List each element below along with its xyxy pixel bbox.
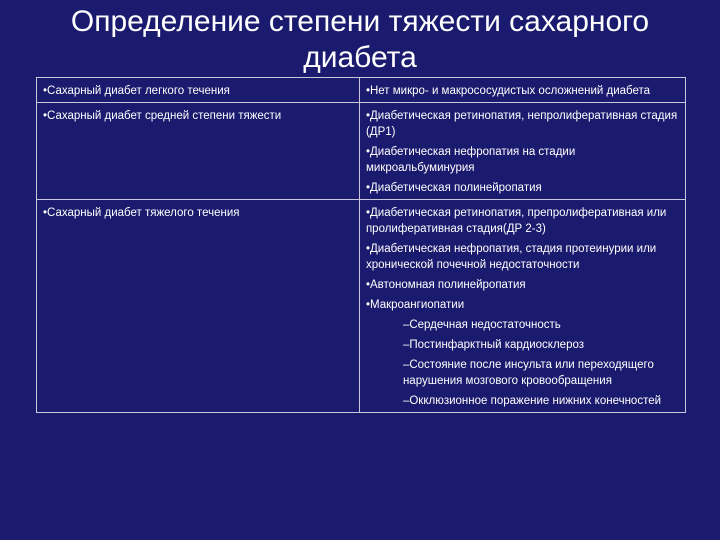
- severity-cell: [37, 103, 360, 200]
- severity-cell: [37, 78, 360, 103]
- criteria-item: •Диабетическая нефропатия на стадии микроальбуминурия: [365, 146, 576, 174]
- criteria-item: •Макроангиопатии: [365, 299, 465, 311]
- severity-table: [36, 77, 686, 413]
- criteria-cell: [359, 200, 685, 413]
- table-row: [37, 103, 686, 200]
- table-row: [37, 78, 686, 103]
- criteria-item: •Нет микро- и макрососудистых осложнений диабета: [365, 85, 651, 97]
- criteria-item: •Диабетическая ретинопатия, препролиферативная или пролиферативная стадия(ДР 2-3): [365, 207, 667, 235]
- severity-cell: [37, 200, 360, 413]
- slide-title-line1: Определение степени тяжести сахарного: [70, 5, 650, 38]
- criteria-subitem: –Постинфарктный кардиосклероз: [402, 339, 585, 351]
- criteria-item: •Диабетическая нефропатия, стадия протеинурии или хронической почечной недостаточности: [365, 243, 657, 271]
- severity-label: •Сахарный диабет легкого течения: [43, 85, 230, 97]
- severity-table-body: [37, 78, 686, 413]
- criteria-subitem: –Окклюзионное поражение нижних конечностей: [402, 395, 662, 407]
- table-row: [37, 200, 686, 413]
- criteria-cell: [359, 78, 685, 103]
- criteria-item: •Автономная полинейропатия: [365, 279, 526, 291]
- slide-title-line2: диабета: [303, 41, 417, 74]
- criteria-item: •Диабетическая полинейропатия: [365, 182, 542, 194]
- criteria-subitem: –Состояние после инсульта или переходящего нарушения мозгового кровообращения: [402, 359, 654, 387]
- slide-title: [0, 4, 720, 76]
- criteria-item: •Диабетическая ретинопатия, непролиферативная стадия (ДР1): [365, 110, 678, 138]
- criteria-subitem: –Сердечная недостаточность: [402, 319, 561, 331]
- criteria-cell: [359, 103, 685, 200]
- severity-label: •Сахарный диабет средней степени тяжести: [43, 110, 282, 122]
- severity-label: •Сахарный диабет тяжелого течения: [43, 207, 240, 219]
